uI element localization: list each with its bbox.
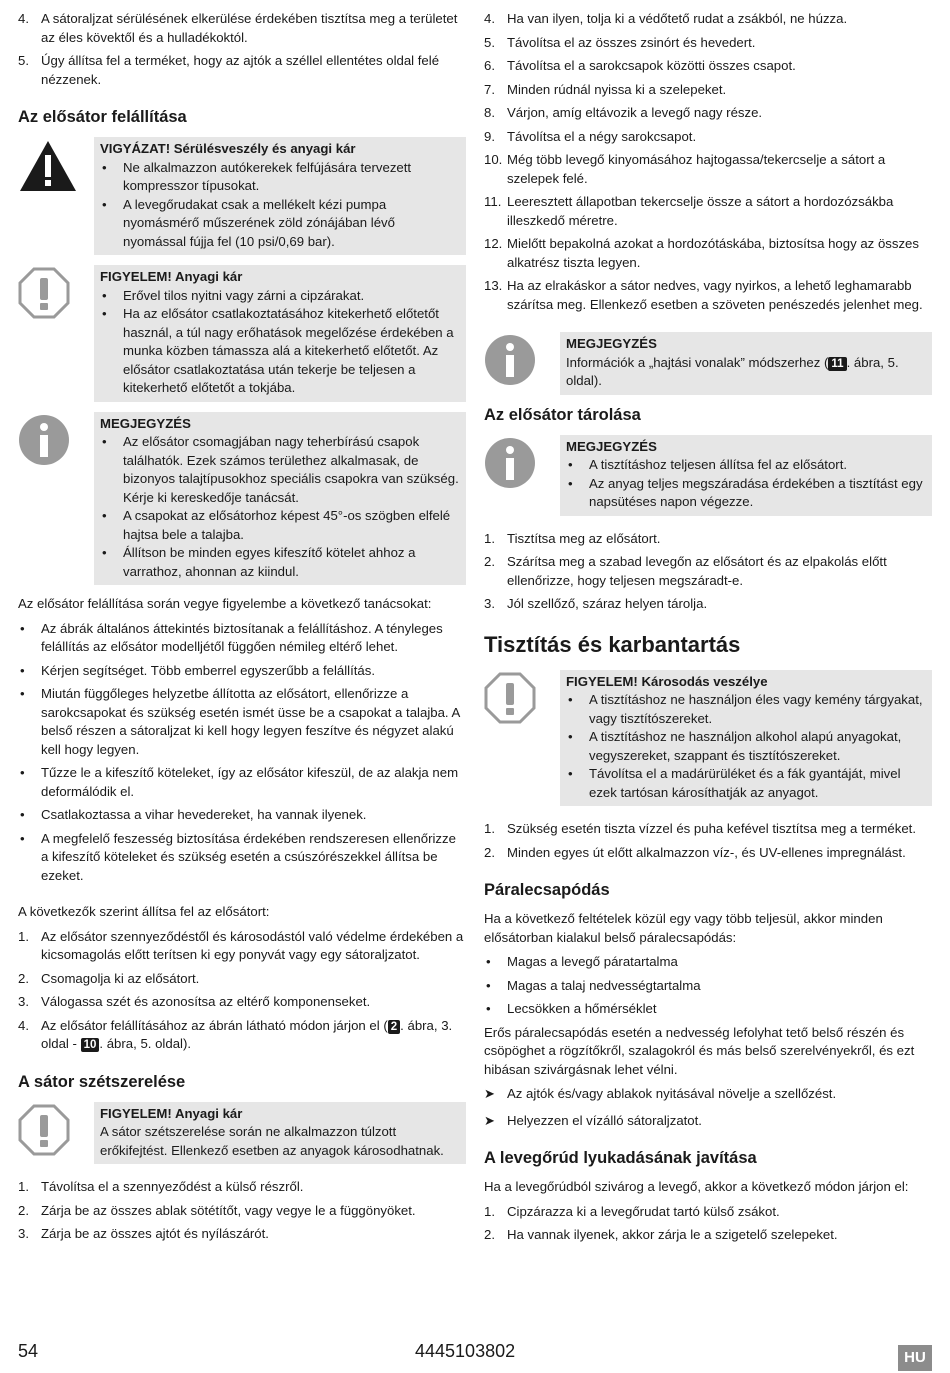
caution-title: FIGYELEM! Anyagi kár [100, 1105, 243, 1121]
repair-heading: A levegőrúd lyukadásának javítása [484, 1149, 757, 1167]
caution-title: FIGYELEM! Károsodás veszélye [566, 673, 768, 689]
cleaning-heading: Tisztítás és karbantartás [484, 631, 741, 657]
steps-intro: A következők szerint állítsa fel az elősátort: [18, 904, 270, 919]
list-item: 7. Minden rúdnál nyissa ki a szelepeket. [484, 81, 727, 97]
info-circle-icon [484, 437, 536, 489]
list-item: 4. A sátoraljzat sérülésének elkerülése érdekében tisztítsa meg a területet az éles kövektől és a hulladékoktól. [18, 11, 458, 45]
list-item: 1. Távolítsa el a szennyeződést a külső részről. [18, 1179, 304, 1194]
list-item: 13. Ha az elrakáskor a sátor nedves, vagy nyirkos, a lehető leghamarabb szárítsa meg. Ellenkező esetben a szöveten penészedés jelenhet meg. [484, 278, 923, 312]
repair-intro: Ha a levegőrúdból szivárog a levegő, akkor a következő módon járjon el: [484, 1179, 909, 1194]
setup-heading: Az elősátor felállítása [18, 108, 187, 126]
tips-list [18, 620, 466, 886]
list-item: 9. Távolítsa el a négy sarokcsapot. [484, 128, 697, 144]
page-number: 54 [18, 1341, 39, 1361]
list-item: • A tisztításhoz ne használjon éles vagy kemény tárgyakat, vagy tisztítószereket. [568, 692, 923, 726]
note-title: MEGJEGYZÉS [566, 336, 657, 351]
cleaning-steps [484, 820, 932, 862]
exclamation-octagon-icon [484, 672, 536, 724]
list-item: 4. Ha van ilyen, tolja ki a védőtető rudat a zsákból, ne húzza. [484, 11, 848, 26]
list-item: • Az ábrák általános áttekintés biztosítanak a felállításhoz. A tényleges felállítás az elősátor modelljétől függően némileg eltérő lehet. [20, 620, 443, 654]
tips-intro: Az elősátor felállítása során vegye figyelembe a következő tanácsokat: [18, 596, 432, 611]
list-item: 1. Cipzárazza ki a levegőrudat tartó külső zsákot. [484, 1203, 780, 1219]
info-circle-icon [484, 334, 536, 386]
list-item: • Az elősátor csomagjában nagy teherbírású csapok találhatók. Ezek számos területhez alkalmasak, de bizonyos talajtípusokhoz speciális csapokra van szükség. Kérje ki kereskedője tanácsát. [102, 434, 459, 505]
list-item: 6. Távolítsa el a sarokcsapok közötti összes csapot. [484, 58, 796, 73]
list-item: • Ha az elősátor csatlakoztatásához kitekerhető előtetőt használ, a túl nagy erőhatások megelőzése érdekében a munka közben támassza alá a kitekerhető előtetőt. Az elősátor csatlakoztatása után tekerje be teljesen a kitekerhető előtetőt a tokjába. [102, 306, 454, 395]
list-item: 3. Jól szellőző, száraz helyen tárolja. [484, 596, 708, 611]
note-notice [484, 435, 932, 516]
list-item: • A levegőrudakat csak a mellékelt kézi pumpa nyomásmérő műszerének zöld zónájában lévő nyomással fújja fel (10 psi/0,69 bar). [102, 196, 395, 249]
list-item: 10. Még több levegő kinyomásához hajtogassa/tekercselje a sátort a szelepek felé. [484, 152, 886, 186]
list-item: 1. Az elősátor szennyeződéstől és károsodástól való védelme érdekében a kicsomagolás előtt terítsen ki egy ponyvát vagy egy sátoraljzatot. [18, 928, 464, 962]
list-item: ➤ Az ajtók és/vagy ablakok nyitásával növelje a szellőzést. [484, 1085, 932, 1104]
document-code: 4445103802 [415, 1341, 516, 1361]
list-item: • Az anyag teljes megszáradása érdekében a tisztítást egy napsütéses napon végezze. [568, 475, 923, 509]
note-notice [18, 412, 466, 586]
list-item: • Tűzze le a kifeszítő köteleket, így az elősátor kifeszül, de az alakja nem deformálódik el. [20, 765, 459, 799]
list-item: 2. Szárítsa meg a szabad levegőn az elősátort és az elpakolás előtt ellenőrizze, hogy teljesen megszáradt-e. [484, 554, 887, 588]
list-item: 5. Távolítsa el az összes zsinórt és hevedert. [484, 34, 756, 50]
note-title: MEGJEGYZÉS [100, 415, 191, 431]
condensation-heading: Páralecsapódás [484, 881, 610, 899]
list-item: • A megfelelő feszesség biztosítása érdekében rendszeresen ellenőrizze a kifeszítő köteleket és szükség esetén a csúszórészekkel állítsa be ezeket. [20, 830, 456, 883]
info-circle-icon [18, 414, 70, 466]
warning-notice [18, 137, 466, 255]
list-item: 2. Minden egyes út előtt alkalmazzon víz-, és UV-ellenes impregnálást. [484, 844, 906, 860]
list-item: 1. Szükség esetén tiszta vízzel és puha kefével tisztítsa meg a terméket. [484, 821, 917, 836]
list-item: • A tisztításhoz teljesen állítsa fel az elősátort. [568, 457, 848, 472]
list-item: • Csatlakoztassa a vihar hevedereket, ha vannak ilyenek. [20, 807, 367, 822]
left-column [18, 10, 466, 1249]
list-item: 5. Úgy állítsa fel a terméket, hogy az ajtók a széllel ellentétes oldal felé nézzenek. [18, 53, 440, 87]
figure-badge: 11 [828, 357, 846, 371]
dismantle-steps [18, 1178, 466, 1244]
dismantle-heading: A sátor szétszerelése [18, 1072, 186, 1091]
arrow-right-icon: ➤ [484, 1112, 496, 1128]
figure-badge: 10 [81, 1038, 100, 1052]
list-item: • Miután függőleges helyzetbe állította az elősátort, ellenőrizze a sarokcsapokat és szükség esetén ismét üsse be a csapokat a talajba. A belső részen a sátoraljzat ki kell hogy legyen feszítve és négyzet alakú kell hogy legyen. [20, 686, 460, 757]
list-item: 1. Tisztítsa meg az elősátort. [484, 530, 661, 546]
dismantle-steps-continued [484, 10, 932, 314]
list-item: 4. Az elősátor felállításához az ábrán látható módon járjon el ( 2 . ábra, 3. oldal - 10 . ábra, 5. oldal). [18, 1017, 453, 1051]
list-item: • Állítson be minden egyes kifeszítő kötelet ahhoz a varrathoz, ahonnan az kiindul. [102, 545, 416, 579]
condensation-list [484, 953, 932, 1019]
note-notice [484, 332, 932, 395]
storage-heading: Az elősátor tárolása [484, 405, 641, 424]
caution-title: FIGYELEM! Anyagi kár [100, 269, 243, 284]
list-item: • Erővel tilos nyitni vagy zárni a cipzárakat. [102, 287, 365, 303]
list-item: • Magas a talaj nedvességtartalma [486, 977, 701, 993]
list-item: • Távolítsa el a madárürüléket és a fák gyantáját, mivel ezek tartósan károsíthatják az anyagot. [568, 766, 901, 800]
arrow-right-icon: ➤ [484, 1086, 496, 1101]
exclamation-octagon-icon [18, 267, 70, 319]
list-item: 12. Mielőtt bepakolná azokat a hordozótáskába, biztosítsa hogy az összes alkatrész tiszta legyen. [484, 236, 919, 270]
warning-title: VIGYÁZAT! Sérülésveszély és anyagi kár [100, 141, 356, 156]
list-item: • Lecsökken a hőmérséklet [486, 1001, 657, 1016]
list-item: 2. Zárja be az összes ablak sötétítőt, vagy vegye le a függönyöket. [18, 1202, 416, 1218]
list-item: 3. Válogassa szét és azonosítsa az eltérő komponenseket. [18, 994, 371, 1009]
note-text: Információk a „hajtási vonalak” módszerhez ( 11 . ábra, 5. oldal). [566, 354, 899, 388]
list-item: 3. Zárja be az összes ajtót és nyílászárót. [18, 1226, 269, 1241]
list-item: • Kérjen segítséget. Több emberrel egyszerűbb a felállítás. [20, 662, 376, 678]
list-item: ➤ Helyezzen el vízálló sátoraljzatot. [484, 1112, 932, 1131]
list-item: • A csapokat az elősátorhoz képest 45°-os szögben elfelé hajtsa bele a talajba. [102, 508, 451, 542]
list-item: 2. Csomagolja ki az elősátort. [18, 970, 200, 986]
intro-list [18, 10, 466, 89]
caution-text: A sátor szétszerelése során ne alkalmazzon túlzott erőkifejtést. Ellenkező esetben az anyagok károsodhatnak. [100, 1124, 444, 1158]
list-item: 2. Ha vannak ilyenek, akkor zárja le a szigetelő szelepeket. [484, 1227, 838, 1242]
language-badge: HU [898, 1345, 932, 1371]
list-item: 11. Leeresztett állapotban tekercselje össze a sátort a hordozózsákba illeszkedő méretre. [484, 194, 894, 228]
storage-steps [484, 530, 932, 614]
setup-steps [18, 928, 466, 1054]
repair-steps [484, 1203, 932, 1245]
list-item: • Magas a levegő páratartalma [486, 954, 678, 969]
caution-notice [484, 670, 932, 807]
condensation-intro: Ha a következő feltételek közül egy vagy több teljesül, akkor minden elősátorban kialakul belső páralecsapódás: [484, 911, 883, 945]
list-item: • A tisztításhoz ne használjon alkohol alapú anyagokat, vegyszereket, szappant és tisztítószereket. [568, 729, 902, 763]
list-item: • Ne alkalmazzon autókerekek felfújására tervezett kompresszor típusokat. [102, 159, 412, 193]
caution-notice [18, 265, 466, 402]
list-item: 8. Várjon, amíg eltávozik a levegő nagy része. [484, 105, 763, 120]
right-column [484, 10, 932, 1250]
exclamation-octagon-icon [18, 1104, 70, 1156]
note-title: MEGJEGYZÉS [566, 438, 657, 454]
condensation-actions [484, 1085, 932, 1130]
caution-notice [18, 1102, 466, 1165]
warning-triangle-icon [18, 139, 78, 193]
condensation-text: Erős páralecsapódás esetén a nedvesség lefolyhat tető belső részén és csöpöghet a rögzítőkről, szalagokról és más belső szerelvényekről, és ezt hibásan szivárgásnak lehet vélni. [484, 1024, 915, 1077]
figure-badge: 2 [388, 1020, 400, 1034]
